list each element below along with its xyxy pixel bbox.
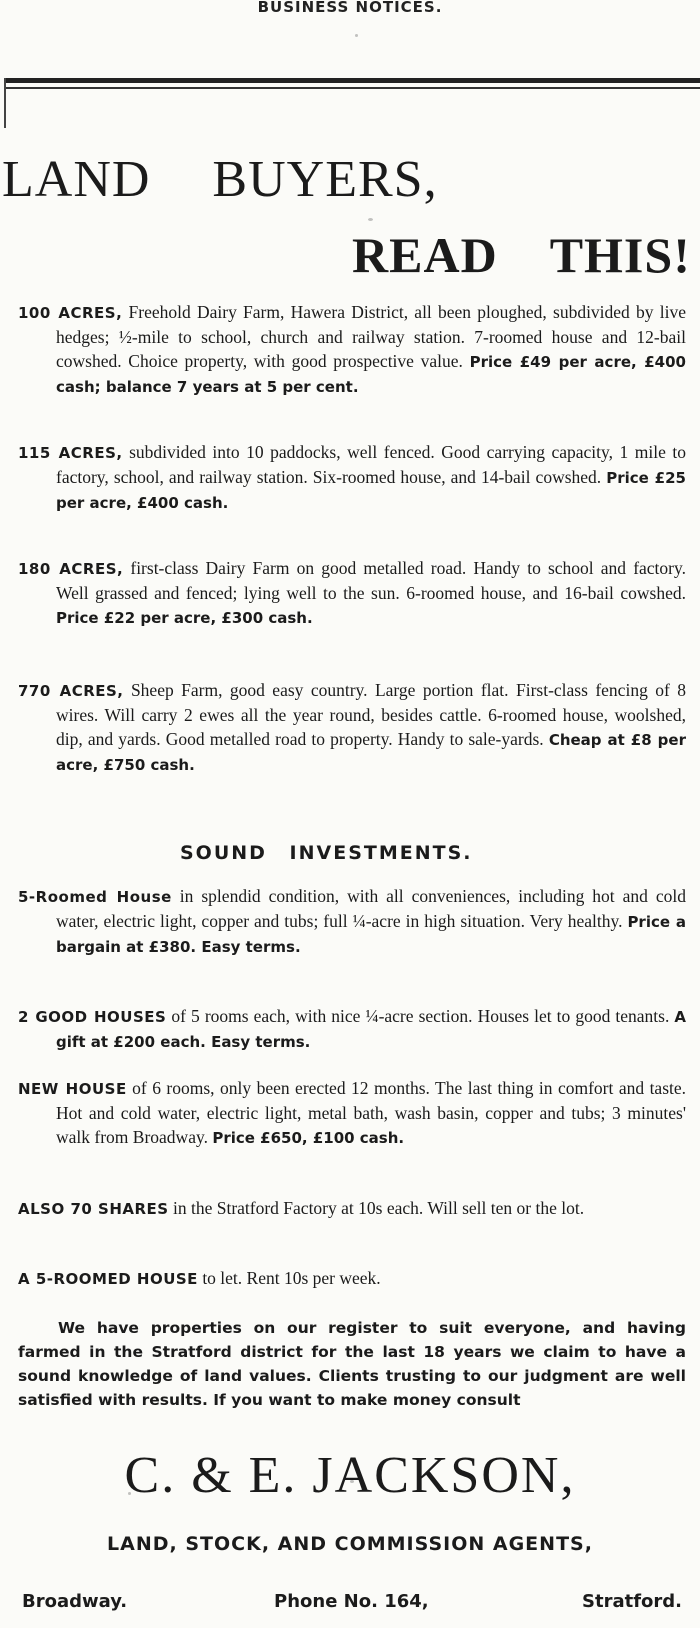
- headline-word-land: LAND: [2, 151, 151, 208]
- firm-description: LAND, STOCK, AND COMMISSION AGENTS,: [107, 1533, 593, 1555]
- listing-text: first-class Dairy Farm on good metalled road. Handy to school and factory. Well grassed and fenced; lying well to the sun. 6-roomed house, and 16-bail cowshed.: [56, 558, 686, 603]
- listing-text: Sheep Farm, good easy country. Large portion flat. First-class fencing of 8 wires. Will carry 2 ewes all the year round, besides cattle. 6-roomed house, woolshed, dip, and yards. Good metalled road to property. Handy to sale-yards.: [56, 680, 686, 749]
- headline-read-this: [352, 226, 691, 284]
- listing-lead: NEW HOUSE: [18, 1080, 127, 1098]
- print-speck: [128, 1492, 131, 1495]
- listing-lead: 2 GOOD HOUSES: [18, 1008, 167, 1026]
- listing-price: Price £49 per acre, £400 cash; balance 7 years at 5 per cent.: [56, 353, 686, 396]
- top-rule-thin: [4, 87, 700, 89]
- listing-price: Price £650, £100 cash.: [212, 1129, 405, 1147]
- listing-price: Cheap at £8 per acre, £750 cash.: [56, 731, 686, 774]
- closing-paragraph: We have properties on our register to suit everyone, and having farmed in the Stratford district for the last 18 years we claim to have a sound knowledge of land values. Clients trusting to our judgment are well satisfied with results. If you want to make money consult: [18, 1319, 686, 1409]
- headline-word-this: THIS!: [549, 227, 691, 283]
- firm-town: Stratford.: [582, 1591, 682, 1612]
- listing-price: Price a bargain at £380. Easy terms.: [56, 913, 686, 956]
- left-rule: [4, 78, 6, 128]
- listing-770-acres: [18, 678, 686, 777]
- listing-115-acres: [18, 440, 686, 515]
- listing-price: A gift at £200 each. Easy terms.: [56, 1008, 686, 1051]
- listing-text: subdivided into 10 paddocks, well fenced. Good carrying capacity, 1 mile to factory, school, and railway station. Six-roomed house, and 14-bail cowshed.: [56, 442, 686, 487]
- print-speck: [350, 1480, 354, 1483]
- investment-factory-shares: [18, 1196, 686, 1221]
- listing-lead: A 5-ROOMED HOUSE: [18, 1270, 198, 1288]
- listing-text: in the Stratford Factory at 10s each. Will sell ten or the lot.: [168, 1198, 585, 1218]
- listing-180-acres: [18, 556, 686, 630]
- listing-text: of 5 rooms each, with nice ¼-acre section. Houses let to good tenants.: [166, 1006, 675, 1026]
- firm-phone: Phone No. 164,: [274, 1591, 429, 1612]
- listing-lead: ALSO 70 SHARES: [18, 1200, 169, 1218]
- investment-5-roomed-house: [18, 884, 686, 959]
- listing-text: in splendid condition, with all conveniences, including hot and cold water, electric light, copper and tubs; full ¼-acre in high situation. Very healthy.: [56, 886, 686, 931]
- print-speck: [355, 34, 358, 37]
- top-rule: [4, 78, 700, 83]
- firm-name: C. & E. JACKSON,: [124, 1447, 576, 1504]
- listing-text: of 6 rooms, only been erected 12 months. The last thing in comfort and taste. Hot and cold water, electric light, metal bath, wash basin, copper and tubs; 3 minutes' walk from Broadway.: [56, 1078, 687, 1147]
- listing-price: Price £25 per acre, £400 cash.: [56, 469, 686, 512]
- listing-lead: 5-Roomed House: [18, 888, 172, 906]
- firm-contact-line: [22, 1591, 682, 1621]
- headline-word-buyers: BUYERS,: [212, 151, 438, 208]
- listing-lead: 770 ACRES,: [18, 682, 124, 700]
- investment-2-good-houses: [18, 1004, 686, 1054]
- subhead-sound-investments: SOUND INVESTMENTS.: [180, 842, 473, 864]
- investment-new-house: [18, 1076, 686, 1150]
- listing-lead: 115 ACRES,: [18, 444, 123, 462]
- headline-word-read: READ: [352, 227, 498, 283]
- listing-price: Price £22 per acre, £300 cash.: [56, 609, 313, 627]
- section-header: BUSINESS NOTICES.: [257, 0, 443, 16]
- listing-text: Freehold Dairy Farm, Hawera District, all been ploughed, subdivided by live hedges; ½-mile to school, church and railway station. 7-roomed house and 12-bail cowshed. Choice property, with good prospective value.: [56, 302, 687, 371]
- investment-house-to-let: [18, 1266, 686, 1291]
- listing-text: to let. Rent 10s per week.: [197, 1268, 381, 1288]
- listing-100-acres: [18, 300, 686, 399]
- listing-lead: 100 ACRES,: [18, 304, 123, 322]
- print-speck: [368, 218, 373, 221]
- firm-address: Broadway.: [22, 1591, 128, 1612]
- listing-lead: 180 ACRES,: [18, 560, 124, 578]
- headline-land-buyers: [2, 150, 438, 209]
